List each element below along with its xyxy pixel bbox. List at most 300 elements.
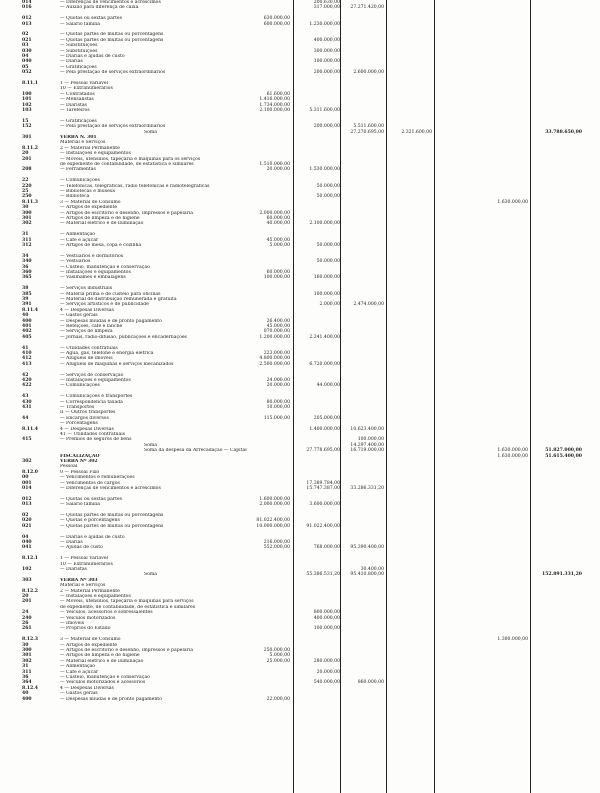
item-description: Soma da despesa da Arrecadação — Capital: [144, 448, 247, 454]
item-description: — Veículos motorizados e acessórios: [60, 680, 146, 686]
item-code: 30: [22, 205, 29, 211]
item-description: — Veículos, acessórios e sobressalentes: [60, 610, 153, 616]
item-description: 10 — Extranumerários: [60, 561, 113, 567]
item-code: 365: [22, 275, 32, 281]
amount-c2: 2.000,00: [319, 302, 340, 308]
amount-c1: 60.000,00: [266, 216, 290, 221]
amount-c2: 160.000,00: [313, 275, 340, 281]
item-code: 014: [22, 0, 32, 5]
item-code: 402: [22, 329, 32, 335]
amount-c3: 860.000,00: [357, 680, 384, 686]
item-code: 014: [22, 486, 32, 491]
amount-c2: 5.311.600,00: [309, 108, 340, 113]
amount-c2: 20.000,00: [316, 669, 340, 675]
amount-c1: 5.000,00: [269, 653, 290, 659]
amount-c2: 50.000,00: [316, 183, 340, 189]
item-description: — Próprios do Estado: [60, 626, 111, 632]
amount-c2: 1.530.000,00: [309, 167, 340, 173]
item-code: 208: [22, 167, 32, 173]
item-code: 430: [22, 399, 32, 405]
item-description: 0 — Pessoal Fixo: [60, 469, 100, 475]
item-description: — Tarefeiros: [60, 108, 90, 113]
item-code: 360: [22, 270, 32, 275]
item-description: — Ferramentas: [60, 167, 96, 173]
amount-c5: 1.630.000,00: [497, 453, 528, 459]
item-code: 38: [22, 286, 29, 292]
amount-c6: 33.788.650,00: [545, 129, 582, 135]
item-description: — Vencimentos e remunerações: [60, 475, 135, 481]
item-description: Soma: [144, 572, 158, 578]
item-description: — Gratificações: [60, 118, 97, 124]
amount-c2: 15.747.387,00: [306, 486, 340, 491]
amount-c3: 2.600.000,00: [353, 70, 384, 76]
item-description: — Alimentação: [60, 664, 96, 670]
amount-c2: 44.000,00: [316, 383, 340, 389]
item-code: 302: [22, 459, 32, 464]
item-code: 340: [22, 259, 32, 265]
item-code: 021: [22, 37, 32, 43]
item-code: 8.12.3: [22, 637, 38, 643]
amount-c6: 51.615.400,00: [545, 453, 582, 459]
amount-c2: 200.000,00: [313, 70, 340, 76]
amount-c3: 14.297.400,00: [350, 442, 384, 448]
item-description: 3 — Material de Consumo: [60, 199, 121, 205]
amount-c1: 10.000,00: [266, 405, 290, 410]
item-code: 102: [22, 567, 32, 572]
item-description: — Pela prestação de serviços extraordinários: [60, 124, 166, 130]
amount-c1: 1.416.000,00: [259, 97, 290, 103]
item-description: Material e Serviços: [60, 140, 106, 146]
amount-c2: 800.000,00: [313, 610, 340, 616]
item-code: 415: [22, 437, 32, 443]
item-description: — Instalações e equipamentos: [60, 151, 131, 157]
item-code: 31: [22, 232, 29, 238]
item-code: 052: [22, 70, 32, 76]
item-code: 36: [22, 675, 29, 680]
item-code: 302: [22, 658, 32, 664]
amount-c3: 27.271.420,00: [350, 5, 384, 11]
item-code: 012: [22, 496, 32, 502]
amount-c1: 25.000,00: [266, 658, 290, 664]
item-description: — Diaristas: [60, 567, 87, 572]
item-code: 44: [22, 415, 29, 421]
amount-c1: 24.000,00: [266, 378, 290, 383]
item-description: 2 — Material Permanente: [60, 145, 120, 151]
item-description: 1 — Pessoal Variável: [60, 556, 109, 562]
amount-c2: 768.000,00: [313, 545, 340, 551]
item-description: — Café e açúcar: [60, 237, 99, 243]
item-code: 041: [22, 545, 32, 551]
item-description: — Artigos de expediente: [60, 205, 118, 211]
amount-c3: 33.286.331,20: [350, 486, 384, 491]
item-description: — Aluguéis de imóveis: [60, 356, 113, 362]
amount-c1: 223.000,00: [263, 351, 290, 356]
item-description: — Quotas e porcentagens: [60, 518, 120, 524]
item-code: 030: [22, 48, 32, 54]
item-description: — Diárias: [60, 59, 83, 65]
amount-c1: 600.000,00: [263, 21, 290, 27]
amount-c6: 51.827.000,00: [545, 448, 582, 454]
amount-c2: 6.720.000,00: [309, 361, 340, 367]
item-code: 8.12.1: [22, 556, 38, 562]
amount-c1: 552.000,00: [263, 545, 290, 551]
item-description: — Comunicações: [60, 178, 100, 184]
amount-c1: 630.000,00: [263, 16, 290, 22]
amount-c2: 280.000,00: [313, 658, 340, 664]
item-description: — Vasilhames e embalagens: [60, 275, 126, 281]
item-description: — Instalações e equipamentos: [60, 270, 131, 275]
item-code: 152: [22, 124, 32, 130]
item-code: 8.11.4: [22, 426, 38, 432]
item-code: 24: [22, 610, 29, 616]
amount-c2: 400.000,00: [313, 615, 340, 621]
item-code: 311: [22, 669, 32, 675]
amount-c2: 540.000,00: [313, 680, 340, 686]
amount-c1: 22.000,00: [266, 696, 290, 702]
amount-c2: 1.230.000,00: [309, 21, 340, 27]
item-code: 36: [22, 264, 29, 270]
item-description: — Prêmios de seguros de bens: [60, 437, 132, 443]
item-code: 42: [22, 372, 29, 378]
item-code: 31: [22, 664, 29, 670]
item-description: Soma: [144, 442, 158, 448]
item-description: 4 — Despesas Diversas: [60, 307, 114, 313]
item-description: — Artigos de limpeza e de higiene: [60, 216, 140, 221]
item-code: 422: [22, 383, 32, 389]
amount-c1: 100.000,00: [263, 275, 290, 281]
amount-c1: 2.000.000,00: [259, 210, 290, 216]
item-description: 41 — Utilidades contratuais: [60, 432, 126, 437]
amount-c2: 400.000,00: [313, 37, 340, 43]
item-description: Soma: [144, 129, 158, 135]
item-description: — Despesas miúdas e de pronto pagamento: [60, 696, 162, 702]
amount-c1: 10.000.000,00: [256, 523, 290, 529]
table-row: [0, 697, 600, 703]
item-description: de expediente de contabilidade, de estatística e similares: [60, 162, 194, 167]
amount-c3: 2.474.000,00: [353, 302, 384, 308]
item-description: — Diárias e ajudas de custo: [60, 54, 125, 59]
item-description: — Bibliotecas e museus: [60, 189, 116, 194]
item-description: — Biblioteca: [60, 194, 90, 200]
amount-c1: 45.000,00: [266, 324, 290, 329]
amount-c1: 60.000,00: [266, 270, 290, 275]
item-description: — Diárias e ajudas de custo: [60, 534, 125, 540]
item-code: 25: [22, 189, 29, 194]
item-description: — Gastos gerais: [60, 691, 98, 697]
amount-c2: 300.000,00: [313, 48, 340, 54]
amount-c1: 216.000,00: [263, 540, 290, 545]
item-code: 240: [22, 615, 32, 621]
item-description: — Imóveis: [60, 621, 85, 626]
amount-c1: 80.000,00: [266, 399, 290, 405]
item-description: — Alimentação: [60, 232, 96, 238]
amount-c3: 5.511.600,00: [353, 124, 384, 130]
item-description: — Quotas partes de multas ou porcentagens: [60, 37, 164, 43]
item-code: 020: [22, 518, 32, 524]
item-code: 02: [22, 513, 29, 518]
item-code: 8.11.3: [22, 199, 38, 205]
item-code: 20: [22, 594, 29, 599]
item-code: 012: [22, 16, 32, 22]
amount-c2: 100.000,00: [313, 626, 340, 632]
item-code: 013: [22, 21, 32, 27]
item-code: 301: [22, 653, 32, 659]
amount-c5: 1.630.000,00: [497, 199, 528, 205]
item-code: 400: [22, 318, 32, 324]
item-code: 40: [22, 691, 29, 697]
amount-c1: 1.600.000,00: [259, 496, 290, 502]
item-description: — Material elétrico e de iluminação: [60, 221, 144, 227]
item-description: — Serviços artísticos e de publicidade: [60, 302, 149, 308]
item-code: 400: [22, 696, 32, 702]
item-description: — Diaristas: [60, 102, 87, 108]
item-description: — Ajudas de custo: [60, 545, 103, 551]
item-code: 303: [22, 577, 32, 583]
amount-c1: 2.100.000,00: [259, 108, 290, 113]
item-description: VERBA Nº 302: [60, 459, 98, 464]
item-code: 040: [22, 540, 32, 545]
item-description: — Material de distribuição remunerada e gratuita: [60, 297, 177, 302]
amount-c2: 200.000,00: [313, 124, 340, 130]
item-description: — Substituições: [60, 43, 98, 49]
item-description: — Transportes: [60, 405, 95, 410]
item-code: 102: [22, 102, 32, 108]
amount-c2: 317.000,00: [313, 5, 340, 11]
item-description: 10 — Extranumerários: [60, 86, 113, 92]
item-description: — Quotas partes de multas ou porcentagens: [60, 513, 164, 518]
item-code: 8.12.4: [22, 685, 38, 691]
item-description: — Móveis, utensílios, tapeçaria e máquinas para serviços: [60, 599, 194, 605]
item-code: 040: [22, 59, 32, 65]
item-code: 04: [22, 534, 29, 540]
item-description: II — Outros transportes: [60, 410, 116, 416]
item-description: 1 — Pessoal Variável: [60, 81, 109, 86]
item-code: 03: [22, 43, 29, 49]
item-description: — Auxílio para diferença de caixa: [60, 5, 139, 11]
item-description: Material e Serviços: [60, 583, 106, 589]
item-code: 300: [22, 210, 32, 216]
item-code: 013: [22, 502, 32, 508]
item-description: 4 — Despesas Diversas: [60, 426, 114, 432]
item-code: 201: [22, 599, 32, 605]
amount-c1: 115.000,00: [263, 415, 290, 421]
amount-c1: 2.500.000,00: [259, 361, 290, 367]
item-code: 02: [22, 32, 29, 38]
item-description: — Serviços industriais: [60, 286, 113, 292]
item-code: 40: [22, 313, 29, 319]
item-description: VERBA Nº 303: [60, 577, 98, 583]
item-description: — Instalações e equipamentos: [60, 594, 131, 599]
item-code: 301: [22, 135, 32, 140]
item-description: — Quotas ou sextas partes: [60, 16, 122, 22]
item-code: 8.12.2: [22, 588, 38, 594]
item-code: 300: [22, 648, 32, 653]
item-code: 30: [22, 642, 29, 648]
item-description: — Vestuários e dormitórios: [60, 253, 124, 259]
item-code: 250: [22, 194, 32, 200]
item-description: — Artigos de expediente: [60, 642, 118, 648]
item-code: 00: [22, 475, 29, 481]
amount-c2: 200.630,00: [313, 0, 340, 5]
item-code: 016: [22, 5, 32, 11]
item-description: — Gastos gerais: [60, 313, 98, 319]
amount-c2: 205.000,00: [313, 415, 340, 421]
item-description: — Artigos de mesa, copa e cozinha: [60, 243, 142, 248]
item-description: — Refeições, café e lanche: [60, 324, 123, 329]
item-description: — Telefônicas, telegráficas, rádio telefônicas e radiotelegráficas: [60, 183, 210, 189]
item-description: Pessoal: [60, 464, 78, 470]
amount-c1: 26.400,00: [266, 318, 290, 324]
item-description: — Diárias: [60, 540, 83, 545]
item-description: — Café e açúcar: [60, 669, 99, 675]
item-description: 2 — Material Permanente: [60, 588, 120, 594]
amount-c3: 95.390.400,00: [350, 545, 384, 551]
amount-c5: 1.300.000,00: [497, 637, 528, 643]
item-code: 100: [22, 91, 32, 97]
item-code: 20: [22, 151, 29, 157]
item-description: — Móveis, utensílios, tapeçaria e máquinas para os serviços: [60, 156, 201, 162]
item-description: — Despesas miúdas e de pronto pagamento: [60, 318, 162, 324]
amount-c1: 1.200.000,00: [259, 334, 290, 340]
item-code: 05: [22, 64, 29, 70]
item-description: — Salário família: [60, 502, 100, 508]
amount-c1: 5.000,00: [269, 243, 290, 248]
item-description: — Custeio, manutenção e conservação: [60, 264, 150, 270]
item-description: — Correspondência taxada: [60, 399, 123, 405]
item-code: 312: [22, 243, 32, 248]
item-code: 302: [22, 221, 32, 227]
amount-c3: 16.719.000,00: [350, 448, 384, 454]
item-description: — Veículos motorizados: [60, 615, 116, 621]
amount-c2: 1.400.000,00: [309, 426, 340, 432]
amount-c2: 100.000,00: [313, 59, 340, 65]
item-description: 3 — Material de Consumo: [60, 637, 121, 643]
item-description: — Comunicações: [60, 383, 100, 389]
item-description: — Salário família: [60, 21, 100, 27]
item-code: 15: [22, 118, 29, 124]
item-description: — Comunicações e transportes: [60, 394, 133, 400]
item-code: 301: [22, 216, 32, 221]
item-description: — Utilidades contratuais: [60, 345, 118, 351]
item-code: 41: [22, 345, 29, 351]
item-description: — Contratados: [60, 91, 95, 97]
item-description: — Custeio, manutenção e conservação: [60, 675, 150, 680]
amount-c2: 91.022.400,00: [306, 523, 340, 529]
amount-c3: 30.400,00: [360, 567, 384, 572]
item-code: 391: [22, 302, 32, 308]
item-code: 401: [22, 324, 32, 329]
amount-c2: 50.000,00: [316, 243, 340, 248]
amount-c2: 27.778.695,00: [306, 448, 340, 454]
item-description: — Material elétrico e de iluminação: [60, 658, 144, 664]
amount-c2: 17.389.784,00: [306, 480, 340, 486]
amount-c1: 20.000,00: [266, 167, 290, 173]
item-code: 8.11.1: [22, 81, 38, 86]
item-description: — Vencimentos de cargos: [60, 480, 120, 486]
item-code: 220: [22, 183, 32, 189]
amount-c1: 250.000,00: [263, 648, 290, 653]
amount-c2: 100.000,00: [313, 291, 340, 297]
amount-c3: 95.410.800,00: [350, 572, 384, 578]
item-code: 410: [22, 351, 32, 356]
amount-c6: 152.891.331,20: [542, 572, 582, 578]
item-description: — Quotas partes de multas ou porcentagens: [60, 32, 164, 38]
item-code: 8.12.0: [22, 469, 38, 475]
item-description: — Serviços de conservação: [60, 372, 124, 378]
item-code: 43: [22, 394, 29, 400]
amount-c2: 55.386.531,20: [306, 572, 340, 578]
item-description: — Mensalistas: [60, 97, 94, 103]
amount-c1: 4.800.000,00: [259, 356, 290, 362]
amount-c3: 100.000,00: [357, 437, 384, 443]
item-description: — Artigos de escritório e desenho, impressos e papelaria: [60, 210, 193, 216]
amount-c3: 10.623.400,00: [350, 426, 384, 432]
amount-c5: 1.630.000,00: [497, 448, 528, 454]
item-code: 8.11.4: [22, 307, 38, 313]
item-code: 8.11.2: [22, 145, 38, 151]
item-description: — Serviços de limpeza: [60, 329, 113, 335]
amount-c1: 1.734.000,00: [259, 102, 290, 108]
item-description: — Pela prestação de serviços extraordinários: [60, 70, 166, 76]
item-description: — Quotas ou sextas partes: [60, 496, 122, 502]
item-description: — Vestuários: [60, 259, 91, 265]
item-code: 04: [22, 54, 29, 59]
amount-c1: 40.000,00: [266, 221, 290, 227]
item-code: 420: [22, 378, 32, 383]
item-code: 311: [22, 237, 32, 243]
item-code: 103: [22, 108, 32, 113]
item-description: FISCALIZAÇÃO: [60, 453, 100, 459]
amount-c1: 2.000.000,00: [259, 502, 290, 508]
item-description: — Água, gás, telefone e energia elétrica: [60, 351, 154, 356]
item-description: — Jornais, rádio-difusão, publicações e encadernações: [60, 334, 187, 340]
amount-c2: 2.100.000,00: [309, 221, 340, 227]
amount-c2: 50.000,00: [316, 259, 340, 265]
amount-c1: 970.000,00: [263, 329, 290, 335]
item-description: — Instalações e equipamentos: [60, 378, 131, 383]
item-description: — Gratificações: [60, 64, 97, 70]
item-code: 021: [22, 523, 32, 529]
amount-c1: 1.510.000,00: [259, 162, 290, 167]
amount-c1: 45.000,00: [266, 237, 290, 243]
amount-c1: 81.022.400,00: [256, 518, 290, 524]
item-description: — Substituições: [60, 48, 98, 54]
item-code: 413: [22, 361, 32, 367]
amount-c1: 61.600,00: [266, 91, 290, 97]
item-code: 39: [22, 297, 29, 302]
amount-c4: 2.321.600,00: [401, 129, 432, 135]
item-description: — Porcentagens: [60, 421, 98, 427]
item-code: 34: [22, 253, 29, 259]
item-description: — Encargos diversos: [60, 415, 109, 421]
item-code: 412: [22, 356, 32, 362]
item-code: 201: [22, 156, 32, 162]
item-code: 26: [22, 621, 29, 626]
amount-c2: 50.000,00: [316, 194, 340, 200]
amount-c2: 3.600.000,00: [309, 502, 340, 508]
item-code: 22: [22, 178, 29, 184]
item-description: de expediente, de contabilidade, de estatística e similares: [60, 604, 196, 610]
item-description: 4 — Despesas Diversas: [60, 685, 114, 691]
item-code: 405: [22, 334, 32, 340]
item-description: — Matéria prima e de custeio para oficinas: [60, 291, 161, 297]
item-code: 261: [22, 626, 32, 632]
item-code: 431: [22, 405, 32, 410]
item-description: — Aluguéis de máquinas e serviços mecanizados: [60, 361, 174, 367]
amount-c2: 2.241.400,00: [309, 334, 340, 340]
item-code: 001: [22, 480, 32, 486]
item-description: — Diferenças de vencimentos e acréscimos: [60, 486, 161, 491]
